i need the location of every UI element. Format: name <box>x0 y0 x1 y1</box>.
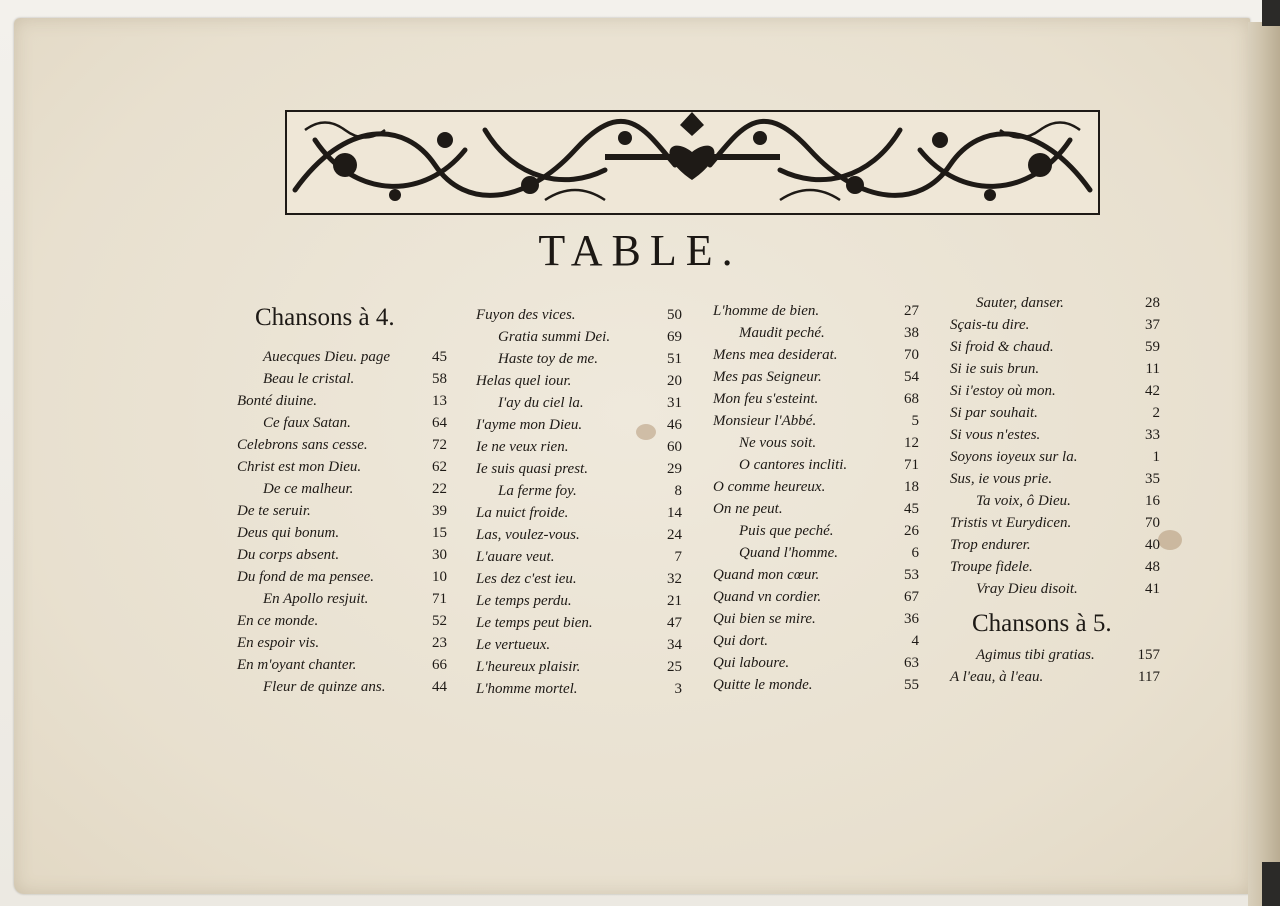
entry-title: Tristis vt Eurydicen. <box>950 515 1072 531</box>
page-number: 32 <box>667 571 682 587</box>
page-number: 21 <box>667 593 682 609</box>
toc-entry <box>713 542 919 564</box>
toc-entry <box>950 468 1160 490</box>
page-number: 3 <box>674 681 682 697</box>
entry-title: On ne peut. <box>713 501 783 517</box>
page-number: 16 <box>1145 493 1160 509</box>
page-number: 71 <box>432 591 447 607</box>
page-number: 48 <box>1145 559 1160 575</box>
toc-entry <box>950 644 1160 666</box>
page-number: 25 <box>667 659 682 675</box>
toc-entry <box>950 490 1160 512</box>
entry-title: Mens mea desiderat. <box>713 347 838 363</box>
toc-entry <box>476 414 682 436</box>
page-number: 66 <box>432 657 447 673</box>
entry-title: En espoir vis. <box>237 635 320 651</box>
entry-title: Quand mon cœur. <box>713 567 820 583</box>
page-number: 28 <box>1145 295 1160 311</box>
page-number: 5 <box>911 413 919 429</box>
page-number: 60 <box>667 439 682 455</box>
entry-title: Helas quel iour. <box>476 373 572 389</box>
toc-column <box>950 292 1160 688</box>
entry-title: Les dez c'est ieu. <box>476 571 577 587</box>
entry-title: Sçais-tu dire. <box>950 317 1030 333</box>
toc-entry <box>476 634 682 656</box>
entry-title: Trop endurer. <box>950 537 1031 553</box>
page-number: 41 <box>1145 581 1160 597</box>
page-number: 45 <box>432 349 447 365</box>
entry-title: Si froid & chaud. <box>950 339 1054 355</box>
entry-title: Monsieur l'Abbé. <box>713 413 817 429</box>
toc-column <box>237 304 447 698</box>
page-number: 45 <box>904 501 919 517</box>
entry-title: En ce monde. <box>237 613 319 629</box>
entry-title: Le temps peut bien. <box>476 615 593 631</box>
page-number: 42 <box>1145 383 1160 399</box>
toc-entry <box>237 632 447 654</box>
entry-title: Celebrons sans cesse. <box>237 437 368 453</box>
entry-title: Le temps perdu. <box>476 593 572 609</box>
toc-entry <box>476 546 682 568</box>
entry-title: I'ayme mon Dieu. <box>476 417 583 433</box>
page-number: 69 <box>667 329 682 345</box>
toc-entry <box>237 544 447 566</box>
page-number: 71 <box>904 457 919 473</box>
toc-entry <box>950 358 1160 380</box>
entry-title: Maudit peché. <box>739 325 825 341</box>
page-number: 1 <box>1152 449 1160 465</box>
page-number: 4 <box>911 633 919 649</box>
page-number: 157 <box>1137 647 1160 663</box>
toc-entry <box>713 388 919 410</box>
toc-entry <box>237 434 447 456</box>
entry-title: Bonté diuine. <box>237 393 317 409</box>
page-number: 20 <box>667 373 682 389</box>
page-number: 72 <box>432 437 447 453</box>
toc-entry <box>713 652 919 674</box>
entry-title: Du fond de ma pensee. <box>237 569 375 585</box>
toc-entry <box>950 666 1160 688</box>
page-number: 46 <box>667 417 682 433</box>
section-heading: Chansons à 4. <box>255 304 395 331</box>
entry-title: L'auare veut. <box>476 549 555 565</box>
toc-entry <box>950 534 1160 556</box>
toc-entry <box>950 402 1160 424</box>
entry-title: Mon feu s'esteint. <box>713 391 819 407</box>
toc-entry <box>713 322 919 344</box>
page-number: 15 <box>432 525 447 541</box>
book-spine <box>1248 22 1280 906</box>
entry-title: Puis que peché. <box>739 523 834 539</box>
entry-title: Qui bien se mire. <box>713 611 816 627</box>
toc-entry <box>237 522 447 544</box>
page-number: 2 <box>1152 405 1160 421</box>
page-number: 58 <box>432 371 447 387</box>
page-number: 117 <box>1138 669 1160 685</box>
entry-title: Quand l'homme. <box>739 545 839 561</box>
entry-title: Sauter, danser. <box>976 295 1064 311</box>
page-number: 62 <box>432 459 447 475</box>
spine-binding-bottom <box>1262 862 1280 906</box>
toc-entry <box>950 424 1160 446</box>
toc-entry <box>476 612 682 634</box>
page-number: 52 <box>432 613 447 629</box>
page-number: 18 <box>904 479 919 495</box>
toc-entry <box>950 380 1160 402</box>
toc-column <box>713 300 919 696</box>
entry-title: De ce malheur. <box>263 481 354 497</box>
entry-title: Mes pas Seigneur. <box>713 369 822 385</box>
toc-entry <box>476 656 682 678</box>
entry-title: Las, voulez-vous. <box>476 527 580 543</box>
page-number: 68 <box>904 391 919 407</box>
entry-title: Ta voix, ô Dieu. <box>976 493 1071 509</box>
page-number: 14 <box>667 505 682 521</box>
entry-title: Quand vn cordier. <box>713 589 822 605</box>
page-number: 29 <box>667 461 682 477</box>
toc-entry <box>713 520 919 542</box>
page-number: 30 <box>432 547 447 563</box>
page-number: 37 <box>1145 317 1160 333</box>
entry-title: Si ie suis brun. <box>950 361 1040 377</box>
toc-entry <box>476 392 682 414</box>
entry-title: I'ay du ciel la. <box>498 395 584 411</box>
toc-entry <box>237 500 447 522</box>
toc-entry <box>476 524 682 546</box>
entry-title: Sus, ie vous prie. <box>950 471 1053 487</box>
entry-title: Si vous n'estes. <box>950 427 1041 443</box>
toc-entry <box>476 326 682 348</box>
page-number: 6 <box>911 545 919 561</box>
entry-title: Qui dort. <box>713 633 769 649</box>
entry-title: La ferme foy. <box>498 483 577 499</box>
toc-entry <box>713 454 919 476</box>
page-number: 8 <box>674 483 682 499</box>
spine-binding-top <box>1262 0 1280 26</box>
decorative-headpiece <box>285 110 1100 215</box>
page-number: 13 <box>432 393 447 409</box>
entry-title: Ie ne veux rien. <box>476 439 569 455</box>
page-number: 39 <box>432 503 447 519</box>
page-number: 59 <box>1145 339 1160 355</box>
entry-title: Ce faux Satan. <box>263 415 351 431</box>
page-number: 27 <box>904 303 919 319</box>
page-number: 22 <box>432 481 447 497</box>
entry-title: Auecques Dieu. page <box>263 349 391 365</box>
entry-title: L'heureux plaisir. <box>476 659 581 675</box>
toc-entry <box>950 556 1160 578</box>
toc-entry <box>950 446 1160 468</box>
entry-title: O comme heureux. <box>713 479 826 495</box>
toc-entry <box>476 304 682 326</box>
page-number: 50 <box>667 307 682 323</box>
page-number: 23 <box>432 635 447 651</box>
page-number: 64 <box>432 415 447 431</box>
entry-title: Troupe fidele. <box>950 559 1033 575</box>
toc-entry <box>713 498 919 520</box>
entry-title: Gratia summi Dei. <box>498 329 611 345</box>
entry-title: Deus qui bonum. <box>237 525 340 541</box>
page-number: 70 <box>904 347 919 363</box>
entry-title: Haste toy de me. <box>498 351 598 367</box>
toc-entry <box>237 478 447 500</box>
toc-entry <box>237 346 447 368</box>
page-number: 26 <box>904 523 919 539</box>
page-number: 47 <box>667 615 682 631</box>
entry-title: L'homme mortel. <box>476 681 578 697</box>
entry-title: Du corps absent. <box>237 547 340 563</box>
entry-title: Le vertueux. <box>476 637 551 653</box>
toc-entry <box>476 370 682 392</box>
page-number: 24 <box>667 527 682 543</box>
toc-entry <box>476 568 682 590</box>
page-number: 40 <box>1145 537 1160 553</box>
page-number: 54 <box>904 369 919 385</box>
toc-entry <box>713 586 919 608</box>
toc-entry <box>713 630 919 652</box>
entry-title: En Apollo resjuit. <box>263 591 369 607</box>
page-number: 34 <box>667 637 682 653</box>
ink-stain <box>1158 530 1182 550</box>
toc-entry <box>713 674 919 696</box>
page-number: 35 <box>1145 471 1160 487</box>
toc-entry <box>476 348 682 370</box>
toc-entry <box>237 390 447 412</box>
entry-title: Agimus tibi gratias. <box>976 647 1095 663</box>
entry-title: A l'eau, à l'eau. <box>950 669 1044 685</box>
toc-entry <box>713 608 919 630</box>
entry-title: L'homme de bien. <box>713 303 820 319</box>
toc-entry <box>476 480 682 502</box>
page-number: 31 <box>667 395 682 411</box>
entry-title: Fuyon des vices. <box>476 307 576 323</box>
entry-title: Si par souhait. <box>950 405 1038 421</box>
toc-entry <box>476 678 682 700</box>
page-number: 53 <box>904 567 919 583</box>
toc-entry <box>237 368 447 390</box>
entry-title: De te seruir. <box>237 503 311 519</box>
toc-column <box>476 304 682 700</box>
page-number: 33 <box>1145 427 1160 443</box>
entry-title: La nuict froide. <box>476 505 569 521</box>
toc-entry <box>237 610 447 632</box>
toc-entry <box>713 300 919 322</box>
entry-title: O cantores incliti. <box>739 457 848 473</box>
page-number: 63 <box>904 655 919 671</box>
toc-entry <box>713 344 919 366</box>
page-number: 70 <box>1145 515 1160 531</box>
page-number: 38 <box>904 325 919 341</box>
toc-entry <box>713 432 919 454</box>
page-number: 55 <box>904 677 919 693</box>
entry-title: Beau le cristal. <box>263 371 355 387</box>
entry-title: Ne vous soit. <box>739 435 817 451</box>
entry-title: Quitte le monde. <box>713 677 813 693</box>
page-number: 12 <box>904 435 919 451</box>
page-number: 11 <box>1145 361 1160 377</box>
toc-entry <box>713 476 919 498</box>
toc-entry <box>713 564 919 586</box>
entry-title: Ie suis quasi prest. <box>476 461 588 477</box>
page-number: 44 <box>432 679 447 695</box>
page-number: 67 <box>904 589 919 605</box>
entry-title: Qui laboure. <box>713 655 790 671</box>
toc-entry <box>713 410 919 432</box>
page-title: TABLE. <box>538 226 742 275</box>
toc-entry <box>713 366 919 388</box>
entry-title: Soyons ioyeux sur la. <box>950 449 1078 465</box>
entry-title: Vray Dieu disoit. <box>976 581 1078 597</box>
toc-entry <box>237 412 447 434</box>
toc-entry <box>476 436 682 458</box>
toc-entry <box>237 456 447 478</box>
toc-entry <box>950 292 1160 314</box>
entry-title: En m'oyant chanter. <box>237 657 357 673</box>
toc-entry <box>476 590 682 612</box>
page-number: 7 <box>674 549 682 565</box>
toc-entry <box>950 578 1160 600</box>
page-number: 10 <box>432 569 447 585</box>
toc-entry <box>237 676 447 698</box>
toc-entry <box>237 566 447 588</box>
section-heading: Chansons à 5. <box>972 610 1112 637</box>
entry-title: Christ est mon Dieu. <box>237 459 362 475</box>
toc-entry <box>950 336 1160 358</box>
page-number: 36 <box>904 611 919 627</box>
toc-entry <box>237 654 447 676</box>
page-number: 51 <box>667 351 682 367</box>
entry-title: Fleur de quinze ans. <box>263 679 386 695</box>
toc-entry <box>950 314 1160 336</box>
toc-entry <box>237 588 447 610</box>
toc-entry <box>476 458 682 480</box>
toc-entry <box>950 512 1160 534</box>
toc-entry <box>476 502 682 524</box>
entry-title: Si i'estoy où mon. <box>950 383 1056 399</box>
